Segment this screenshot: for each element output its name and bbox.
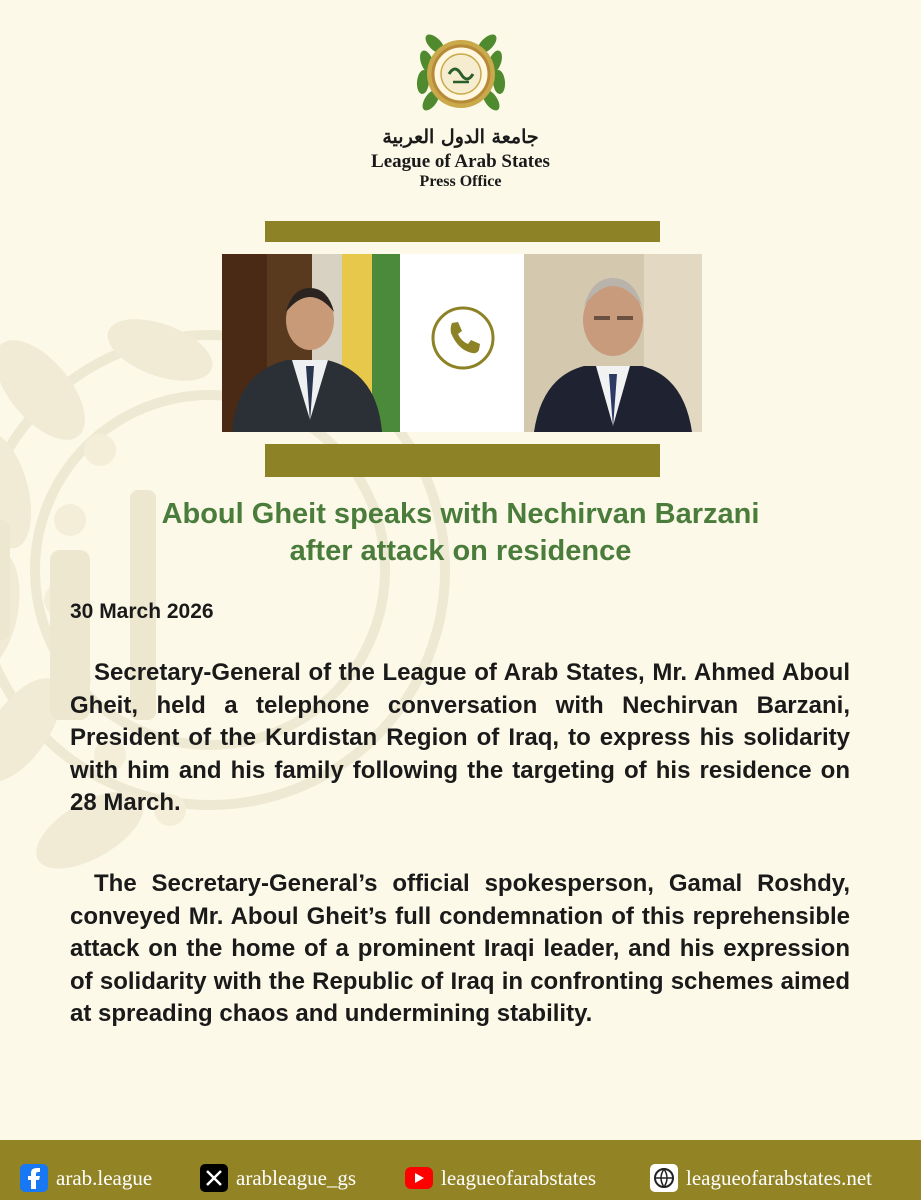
org-name: League of Arab States	[371, 151, 550, 172]
youtube-icon	[405, 1167, 433, 1189]
headline-line-2: after attack on residence	[289, 535, 632, 567]
body-paragraph-2: The Secretary-General’s official spokesperson, Gamal Roshdy, conveyed Mr. Aboul Gheit’s full condemnation of this reprehensible attack on the home of a prominent Iraqi leader, and his expression of solidarity with the Republic of Iraq in confronting schemes aimed at spreading chaos and undermining stability.	[70, 870, 850, 1027]
facebook-icon	[20, 1164, 48, 1192]
aboul-gheit-photo	[524, 254, 702, 432]
x-icon	[200, 1164, 228, 1192]
globe-icon	[650, 1164, 678, 1192]
x-handle: arableague_gs	[236, 1165, 357, 1190]
barzani-photo	[222, 254, 400, 432]
headline	[60, 496, 861, 570]
headline-line-1: Aboul Gheit speaks with Nechirvan Barzani	[161, 498, 760, 530]
top-accent-bar	[265, 221, 660, 242]
website-handle: leagueofarabstates.net	[686, 1165, 872, 1190]
arab-league-emblem	[413, 22, 509, 124]
social-x[interactable]	[200, 1163, 356, 1193]
press-office-label: Press Office	[419, 173, 502, 190]
org-arabic-name: جامعة الدول العربية	[382, 126, 539, 148]
facebook-handle: arab.league	[56, 1165, 153, 1190]
phone-icon	[430, 305, 496, 371]
youtube-handle: leagueofarabstates	[441, 1165, 597, 1190]
social-youtube[interactable]	[405, 1163, 596, 1193]
bottom-accent-bar	[265, 444, 660, 477]
release-date: 30 March 2026	[70, 600, 214, 623]
social-facebook[interactable]	[20, 1163, 152, 1193]
social-website[interactable]	[650, 1163, 872, 1193]
body-paragraph-1: Secretary-General of the League of Arab States, Mr. Ahmed Aboul Gheit, held a telephone conversation with Nechirvan Barzani, President of the Kurdistan Region of Iraq, to express his solidarity with him and his family following the targeting of his residence on 28 March.	[70, 659, 850, 816]
